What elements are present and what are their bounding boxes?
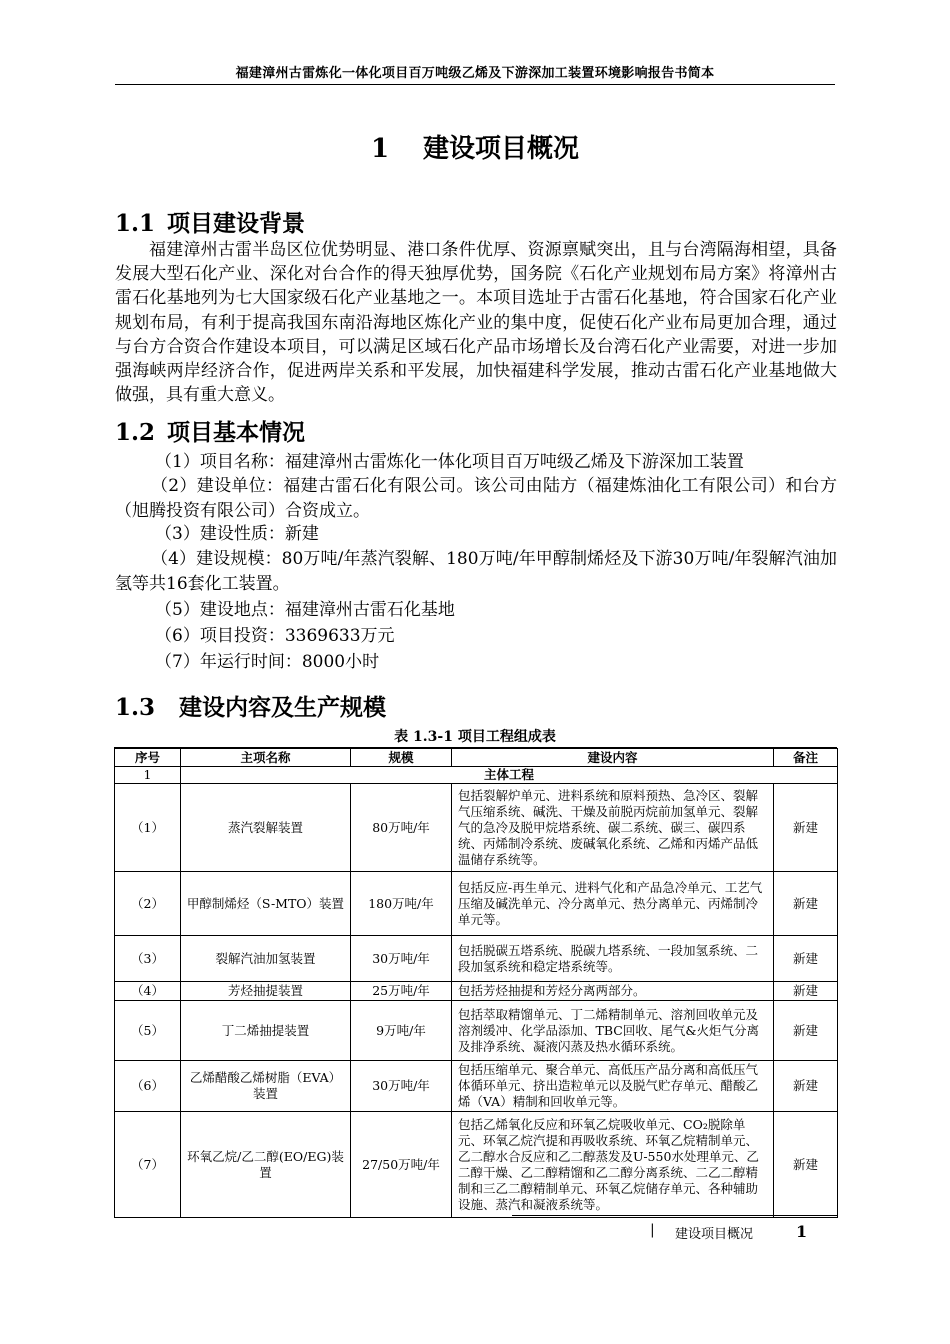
table-row: [115, 1001, 838, 1061]
cell-name: 甲醇制烯烃（S-MTO）装置: [181, 872, 351, 936]
cell-name: 乙烯醋酸乙烯树脂（EVA）装置: [181, 1061, 351, 1112]
background-paragraph: 福建漳州古雷半岛区位优势明显、港口条件优厚、资源禀赋突出，且与台湾隔海相望，具备发展大型石化产业、深化对台合作的得天独厚优势，国务院《石化产业规划布局方案》将漳州古雷石化基地列为七大国家级石化产业基地之一。本项目选址于古雷石化基地，符合国家石化产业规划布局，有利于提高我国东南沿海地区炼化产业的集中度，促使石化产业布局更加合理，通过与台方合资合作建设本项目，可以满足区域石化产品市场增长及台湾石化产业需要，对进一步加强海峡两岸经济合作，促进两岸关系和平发展，加快福建科学发展，推动古雷石化产业基地做大做强，具有重大意义。: [115, 240, 837, 406]
section-title: 建设内容及生产规模: [179, 694, 386, 721]
col-header-name: 主项名称: [181, 749, 351, 767]
cell-note: 新建: [774, 1061, 838, 1112]
cell-content: 包括萃取精馏单元、丁二烯精制单元、溶剂回收单元及溶剂缓冲、化学品添加、TBC回收、尾气&火炬气分离及排净系统、凝液闪蒸及热水循环系统。: [452, 1001, 774, 1061]
table-group-row: [115, 767, 838, 784]
table-row: [115, 936, 838, 982]
cell-note: 新建: [774, 936, 838, 982]
cell-note: 新建: [774, 982, 838, 1001]
col-header-scale: 规模: [351, 749, 452, 767]
footer-separator: |: [650, 1222, 655, 1238]
cell-note: 新建: [774, 784, 838, 872]
cell-scale: 25万吨/年: [351, 982, 452, 1001]
cell-no: （6）: [115, 1061, 181, 1112]
section-1-2-heading: [115, 414, 305, 447]
cell-note: 新建: [774, 1112, 838, 1218]
info-item-project-name: （1）项目名称：福建漳州古雷炼化一体化项目百万吨级乙烯及下游深加工装置: [155, 452, 744, 472]
cell-note: 新建: [774, 872, 838, 936]
cell-name: 蒸汽裂解装置: [181, 784, 351, 872]
section-number: 1.2: [115, 419, 156, 446]
col-header-note: 备注: [774, 749, 838, 767]
cell-name: 丁二烯抽提装置: [181, 1001, 351, 1061]
cell-scale: 9万吨/年: [351, 1001, 452, 1061]
group-label: 主体工程: [181, 767, 838, 784]
cell-content: 包括脱碳五塔系统、脱碳九塔系统、一段加氢系统、二段加氢系统和稳定塔系统等。: [452, 936, 774, 982]
info-item-investment: （6）项目投资：3369633万元: [155, 626, 395, 646]
cell-name: 裂解汽油加氢装置: [181, 936, 351, 982]
table-row: [115, 872, 838, 936]
running-header: 福建漳州古雷炼化一体化项目百万吨级乙烯及下游深加工装置环境影响报告书简本: [235, 66, 715, 81]
cell-scale: 30万吨/年: [351, 1061, 452, 1112]
info-item-operation-time: （7）年运行时间：8000小时: [155, 652, 380, 672]
section-title: 项目建设背景: [167, 210, 305, 237]
cell-no: （1）: [115, 784, 181, 872]
section-title: 项目基本情况: [167, 419, 305, 446]
cell-note: 新建: [774, 1001, 838, 1061]
table-row: [115, 982, 838, 1001]
cell-no: （7）: [115, 1112, 181, 1218]
cell-scale: 180万吨/年: [351, 872, 452, 936]
cell-no: （5）: [115, 1001, 181, 1061]
header-rule: [115, 84, 835, 85]
table-header-row: [115, 749, 838, 767]
cell-no: （4）: [115, 982, 181, 1001]
section-number: 1.1: [115, 210, 156, 237]
chapter-heading: [0, 128, 950, 165]
table-row: [115, 1061, 838, 1112]
section-1-1-heading: [115, 205, 305, 238]
footer-rule: [512, 1215, 837, 1216]
cell-content: 包括芳烃抽提和芳烃分离两部分。: [452, 982, 774, 1001]
cell-content: 包括裂解炉单元、进料系统和原料预热、急冷区、裂解气压缩系统、碱洗、干燥及前脱丙烷前加氢单元、裂解气的急冷及脱甲烷塔系统、碳二系统、碳三、碳四系统、丙烯制冷系统、废碱氧化系统、乙烯和丙烯产品低温储存系统等。: [452, 784, 774, 872]
table-row: [115, 1112, 838, 1218]
cell-name: 环氧乙烷/乙二醇(EO/EG)装置: [181, 1112, 351, 1218]
cell-scale: 30万吨/年: [351, 936, 452, 982]
cell-name: 芳烃抽提装置: [181, 982, 351, 1001]
info-item-builder: （2）建设单位：福建古雷石化有限公司。该公司由陆方（福建炼油化工有限公司）和台方（旭腾投资有限公司）合资成立。: [115, 476, 837, 521]
table-row: [115, 784, 838, 872]
cell-scale: 27/50万吨/年: [351, 1112, 452, 1218]
group-no: 1: [115, 767, 181, 784]
cell-scale: 80万吨/年: [351, 784, 452, 872]
col-header-no: 序号: [115, 749, 181, 767]
chapter-title: 建设项目概况: [423, 134, 580, 164]
cell-content: 包括压缩单元、聚合单元、高低压产品分离和高低压气体循环单元、挤出造粒单元以及脱气贮存单元、醋酸乙烯（VA）精制和回收单元等。: [452, 1061, 774, 1112]
page-number: 1: [796, 1222, 808, 1241]
cell-content: 包括反应-再生单元、进料气化和产品急冷单元、工艺气压缩及碱洗单元、冷分离单元、热分离单元、丙烯制冷单元等。: [452, 872, 774, 936]
footer-chapter-label: 建设项目概况: [675, 1227, 754, 1242]
info-item-scale: （4）建设规模：80万吨/年蒸汽裂解、180万吨/年甲醇制烯烃及下游30万吨/年裂解汽油加氢等共16套化工装置。: [115, 549, 837, 594]
info-item-nature: （3）建设性质：新建: [155, 524, 319, 544]
section-number: 1.3: [115, 694, 156, 721]
col-header-content: 建设内容: [452, 749, 774, 767]
info-item-location: （5）建设地点：福建漳州古雷石化基地: [155, 600, 455, 620]
cell-no: （3）: [115, 936, 181, 982]
chapter-number: 1: [370, 134, 390, 164]
table-caption: 表 1.3-1 项目工程组成表: [394, 729, 556, 745]
project-composition-table: [114, 748, 838, 1218]
section-1-3-heading: [115, 689, 386, 722]
cell-no: （2）: [115, 872, 181, 936]
cell-content: 包括乙烯氧化反应和环氧乙烷吸收单元、CO₂脱除单元、环氧乙烷汽提和再吸收系统、环氧乙烷精制单元、乙二醇水合反应和乙二醇蒸发及U-550水处理单元、乙二醇干燥、乙二醇精馏和乙二醇分离系统、二乙二醇精制和三乙二醇精制单元、环氧乙烷储存单元、各种辅助设施、蒸汽和凝液系统等。: [452, 1112, 774, 1218]
